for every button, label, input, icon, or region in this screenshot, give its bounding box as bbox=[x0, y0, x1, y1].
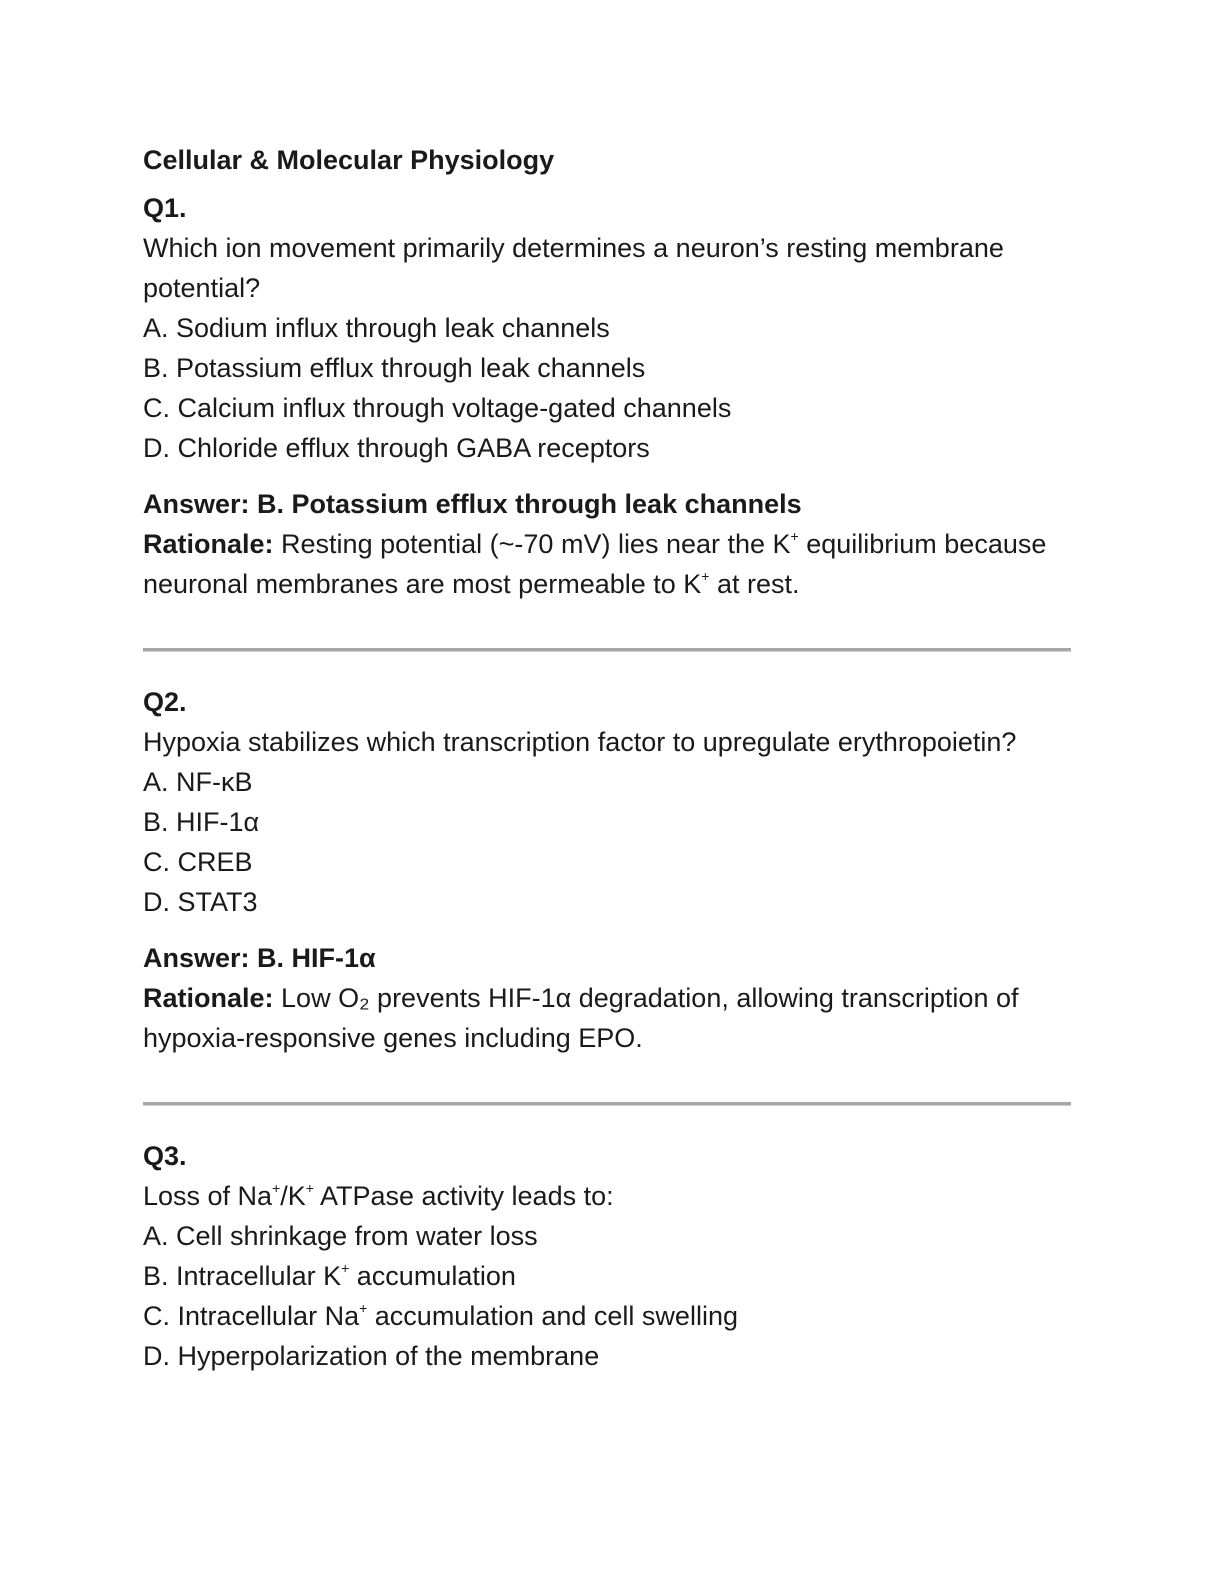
superscript-plus: + bbox=[341, 1260, 350, 1276]
superscript-plus: + bbox=[272, 1180, 281, 1196]
option-d: D. STAT3 bbox=[143, 887, 258, 917]
stem-text-1: Loss of Na bbox=[143, 1181, 273, 1211]
option-c: C. CREB bbox=[143, 847, 253, 877]
option-c: C. Calcium influx through voltage-gated channels bbox=[143, 393, 732, 423]
question-label: Q1. bbox=[143, 193, 187, 223]
option-text-2: accumulation and cell swelling bbox=[367, 1301, 738, 1331]
option-d bbox=[143, 1336, 1073, 1376]
section-divider bbox=[143, 1102, 1071, 1106]
rationale-text-3: at rest. bbox=[709, 569, 800, 599]
answer-line: Answer: B. HIF-1α bbox=[143, 943, 376, 973]
option-text: D. Hyperpolarization of the membrane bbox=[143, 1341, 600, 1371]
rationale-label: Rationale: bbox=[143, 529, 274, 559]
question-block-q3 bbox=[143, 1136, 1073, 1376]
option-d: D. Chloride efflux through GABA receptors bbox=[143, 433, 650, 463]
option-text: A. Cell shrinkage from water loss bbox=[143, 1221, 538, 1251]
option-c bbox=[143, 1296, 1073, 1336]
document-page bbox=[143, 140, 1073, 1376]
stem-text-2: /K bbox=[280, 1181, 306, 1211]
superscript-plus: + bbox=[359, 1300, 368, 1316]
answer-line: Answer: B. Potassium efflux through leak channels bbox=[143, 489, 802, 519]
question-stem: Which ion movement primarily determines a neuron’s resting membrane potential? bbox=[143, 233, 1004, 303]
option-text-1: B. Intracellular K bbox=[143, 1261, 342, 1291]
question-stem: Hypoxia stabilizes which transcription factor to upregulate erythropoietin? bbox=[143, 727, 1017, 757]
section-title: Cellular & Molecular Physiology bbox=[143, 145, 555, 175]
question-label: Q3. bbox=[143, 1141, 187, 1171]
superscript-plus: + bbox=[790, 528, 799, 544]
option-a bbox=[143, 1216, 1073, 1256]
option-list bbox=[143, 762, 1073, 922]
question-block-q2 bbox=[143, 682, 1073, 1058]
rationale-text-1: Resting potential (~-70 mV) lies near the K bbox=[273, 529, 791, 559]
option-text-2: accumulation bbox=[349, 1261, 516, 1291]
option-b: B. HIF-1α bbox=[143, 807, 260, 837]
question-label: Q2. bbox=[143, 687, 187, 717]
option-list bbox=[143, 308, 1073, 468]
superscript-plus: + bbox=[305, 1180, 314, 1196]
option-a: A. NF-κB bbox=[143, 767, 253, 797]
rationale-text: Low O₂ prevents HIF-1α degradation, allowing transcription of hypoxia-responsive genes including EPO. bbox=[143, 983, 1019, 1053]
question-block-q1 bbox=[143, 188, 1073, 604]
stem-text-3: ATPase activity leads to: bbox=[313, 1181, 614, 1211]
rationale-text-2: equilibrium because neuronal membranes are most permeable to K bbox=[143, 529, 1047, 599]
superscript-plus: + bbox=[701, 568, 710, 584]
question-stem bbox=[143, 1176, 1073, 1216]
option-list bbox=[143, 1216, 1073, 1376]
rationale bbox=[143, 524, 1073, 604]
option-b: B. Potassium efflux through leak channels bbox=[143, 353, 646, 383]
option-b bbox=[143, 1256, 1073, 1296]
section-divider bbox=[143, 648, 1071, 652]
option-a: A. Sodium influx through leak channels bbox=[143, 313, 610, 343]
option-text-1: C. Intracellular Na bbox=[143, 1301, 360, 1331]
rationale-label: Rationale: bbox=[143, 983, 274, 1013]
rationale bbox=[143, 978, 1073, 1058]
